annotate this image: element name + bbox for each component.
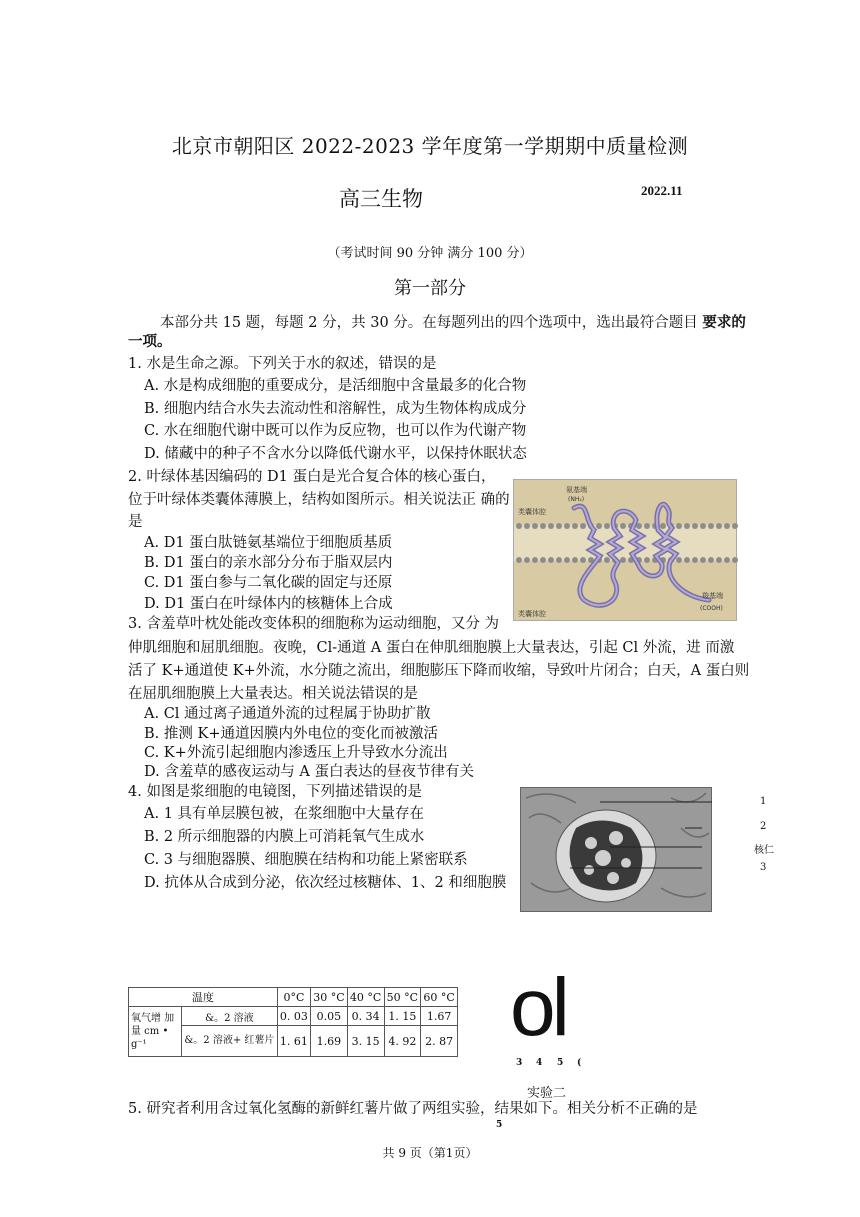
q4-label-nucleolus: 核仁 (754, 845, 774, 856)
table-header-cell: 0°C (277, 988, 310, 1007)
subject-title: 高三生物 (339, 187, 423, 211)
q4-stem: 4. 如图是浆细胞的电镜图，下列描述错误的是 (128, 784, 422, 800)
q3-stem-line1: 3. 含羞草叶枕处能改变体积的细胞称为运动细胞，又分 为 (128, 616, 500, 632)
label-amino-formula: (NH₂) (568, 496, 585, 503)
q4-option-a: A. 1 具有单层膜包被，在浆细胞中大量存在 (144, 806, 425, 822)
q1-option-d: D. 储藏中的种子不含水分以降低代谢水平，以保持休眠状态 (144, 446, 527, 462)
table-header-cell: 30 °C (311, 988, 348, 1007)
q2-option-d: D. D1 蛋白在叶绿体内的核糖体上合成 (144, 596, 393, 612)
intro-bold-continued: 一项。 (128, 333, 172, 350)
table-header-cell: 60 °C (421, 988, 458, 1007)
q5-stem-note: 5 (496, 1120, 503, 1130)
q4-option-d: D. 抗体从合成到分泌，依次经过核糖体、1、2 和细胞膜 (144, 875, 507, 891)
q4-label-lines (600, 795, 760, 875)
q4-label-2: 2 (760, 821, 767, 832)
table-cell: &。2 溶液+ 红薯片 (182, 1026, 278, 1057)
table-cell: 4. 92 (384, 1026, 421, 1057)
q1-option-c: C. 水在细胞代谢中既可以作为反应物，也可以作为代谢产物 (144, 423, 527, 439)
q3-option-a: A. Cl 通过离子通道外流的过程属于协助扩散 (144, 706, 431, 722)
intro-main: 本部分共 15 题，每题 2 分，共 30 分。在每题列出的四个选项中，选出最符合题目 (160, 315, 698, 331)
q4-label-1: 1 (760, 796, 767, 807)
q3-option-c: C. K+外流引起细胞内渗透压上升导致水分流出 (144, 745, 448, 761)
table-row (129, 1007, 458, 1026)
exam-date: 2022.11 (641, 183, 683, 198)
q5-axis-paren: ( (577, 1058, 582, 1068)
table-cell: 1. 61 (277, 1026, 310, 1057)
q1-option-b: B. 细胞内结合水失去流动性和溶解性，成为生物体构成成分 (144, 401, 527, 417)
q1-option-a: A. 水是构成细胞的重要成分，是活细胞中含量最多的化合物 (144, 378, 527, 394)
q4-option-c: C. 3 与细胞器膜、细胞膜在结构和功能上紧密联系 (144, 852, 468, 868)
q2-stem-line3: 是 (128, 514, 143, 530)
q4-label-3: 3 (760, 862, 767, 873)
q3-stem-line4: 在屈肌细胞膜上大量表达。相关说法错误的是 (128, 686, 418, 702)
q2-option-b: B. D1 蛋白的亲水部分分布于脂双层内 (144, 555, 393, 571)
label-carboxyl: 羧基端 (702, 592, 723, 600)
q2-stem-line1: 2. 叶绿体基因编码的 D1 蛋白是光合复合体的核心蛋白， (128, 469, 496, 485)
table-cell: 3. 15 (347, 1026, 384, 1057)
q5-data-table (128, 987, 458, 1057)
q1-stem: 1. 水是生命之源。下列关于水的叙述，错误的是 (128, 356, 437, 372)
label-bottom-left: 类囊体腔 (518, 610, 546, 618)
q5-axis-5: 5 (557, 1058, 564, 1068)
q3-option-d: D. 含羞草的感夜运动与 A 蛋白表达的昼夜节律有关 (144, 764, 475, 780)
table-row-label: 氧气增 加量 cm • g⁻¹ (129, 1007, 182, 1057)
d1-protein-figure (513, 479, 737, 621)
intro-bold: 要求的 (702, 314, 746, 331)
table-cell: 2. 87 (421, 1026, 458, 1057)
q3-option-b: B. 推测 K+通道因膜内外电位的变化而被激活 (144, 726, 438, 742)
label-amino: 氨基端 (566, 486, 587, 494)
table-cell: 1. 15 (384, 1007, 421, 1026)
table-cell: 0. 03 (277, 1007, 310, 1026)
q5-axis-4: 4 (536, 1058, 543, 1068)
page-title: 北京市朝阳区 2022-2023 学年度第一学期期中质量检测 (171, 134, 689, 158)
membrane-diagram (514, 480, 736, 620)
q5-axis-3: 3 (516, 1058, 523, 1068)
table-header-cell: 40 °C (347, 988, 384, 1007)
table-cell: 0.05 (311, 1007, 348, 1026)
table-cell: 1.69 (311, 1026, 348, 1057)
intro-text (160, 313, 746, 333)
table-cell: &。2 溶液 (182, 1007, 278, 1026)
table-header-cell: 温度 (129, 988, 278, 1007)
q2-option-a: A. D1 蛋白肽链氨基端位于细胞质基质 (144, 535, 393, 551)
table-cell: 0. 34 (347, 1007, 384, 1026)
page-footer: 共 9 页（第1页） (382, 1146, 478, 1160)
label-top-left: 类囊体腔 (518, 508, 546, 516)
q5-stem: 5. 研究者利用含过氧化氢酶的新鲜红薯片做了两组实验，结果如下。相关分析不正确的是 (128, 1101, 698, 1117)
q3-stem-line3: 活了 K+通道使 K+外流，水分随之流出，细胞膨压下降而收缩，导致叶片闭合；白天，A 蛋白则 (128, 663, 750, 679)
label-carboxyl-formula: (COOH) (700, 605, 723, 612)
q4-option-b: B. 2 所示细胞器的内膜上可消耗氧气生成水 (144, 829, 425, 845)
table-cell: 1.67 (421, 1007, 458, 1026)
q2-option-c: C. D1 蛋白参与二氧化碳的固定与还原 (144, 575, 393, 591)
q5-figure-glyph: ol (510, 962, 566, 1053)
exam-info: （考试时间 90 分钟 满分 100 分） (327, 246, 533, 261)
part-heading: 第一部分 (394, 278, 466, 299)
table-header-row (129, 988, 458, 1007)
q5-figure-caption: 实验二 (527, 1086, 567, 1101)
q2-stem-line2: 位于叶绿体类囊体薄膜上，结构如图所示。相关说法正 确的 (128, 492, 510, 508)
q3-stem-line2: 伸肌细胞和屈肌细胞。夜晚，Cl-通道 A 蛋白在伸肌细胞膜上大量表达，引起 Cl 外流，进 而激 (128, 640, 735, 656)
table-header-cell: 50 °C (384, 988, 421, 1007)
